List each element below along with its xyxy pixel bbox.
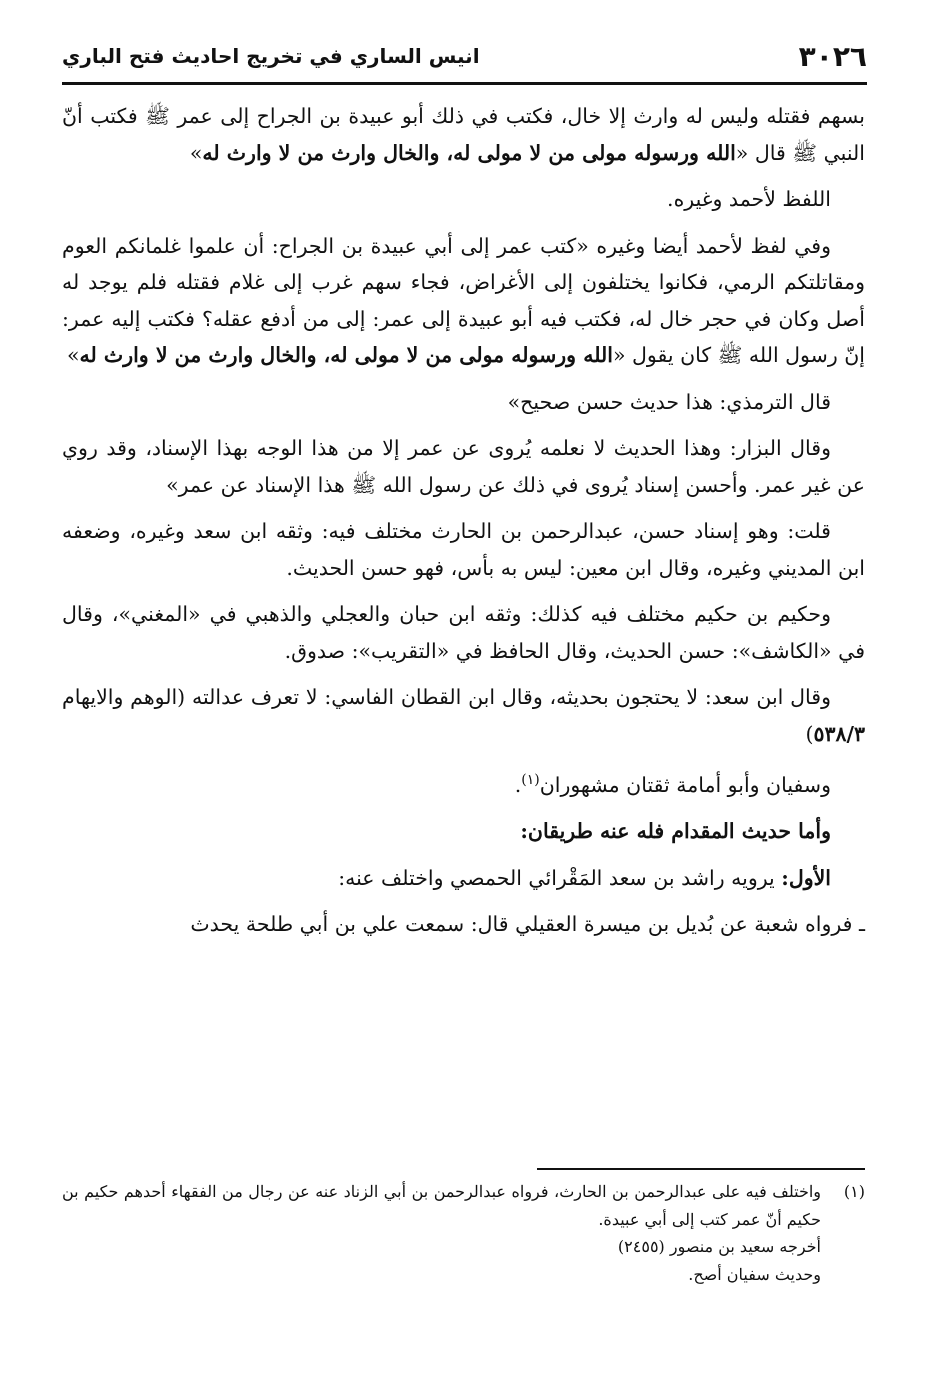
page-number: ٣٠٢٦	[798, 40, 867, 73]
footnote-number: (١)	[843, 1182, 865, 1201]
paragraph-3	[62, 228, 865, 374]
paragraph-9-text: وسفيان وأبو أمامة ثقتان مشهوران	[539, 772, 831, 797]
quote-close-2: »	[66, 343, 80, 367]
footnote-body	[62, 1178, 821, 1288]
quote-close-1: »	[189, 140, 203, 165]
footnote-line: أخرجه سعيد بن منصور (٢٤٥٥)	[617, 1237, 821, 1256]
header-rule	[62, 82, 867, 85]
first-route-label: الأول:	[781, 865, 831, 890]
paragraph-8-text: وقال ابن سعد: لا يحتجون بحديثه، وقال ابن القطان الفاسي: لا تعرف عدالته (الوهم والايهام	[62, 685, 831, 709]
reference-volume-page: ٥٣٨/٣	[813, 721, 865, 746]
reference-close: )	[805, 721, 814, 746]
section-heading: وأما حديث المقدام فله عنه طريقان:	[520, 819, 831, 844]
running-title: انيس الساري في تخريج احاديث فتح الباري	[62, 44, 480, 68]
hadith-quote-2: الله ورسوله مولى من لا مولى له، والخال وارث من لا وارث له	[79, 343, 613, 367]
footnote-marker[interactable]: (١)	[521, 772, 540, 788]
paragraph-9	[62, 762, 865, 803]
paragraph-3-text: وفي لفظ لأحمد أيضا وغيره «كتب عمر إلى أبي عبيدة بن الجراح: أن علموا غلمانكم العوم ومقاتلتكم الرمي، فكانوا يختلفون إلى الأغراض، فجاء سهم غرب إلى غلام فقتله فلم يوجد له أصل وكان في حجر خال له، فكتب فيه أبو عبيدة إلى عمر: إلى من أدفع عقله؟ فكتب إليه عمر: إنّ رسول الله ﷺ كان يقول «	[62, 233, 865, 367]
paragraph-1	[62, 98, 865, 171]
footnotes	[62, 1178, 865, 1288]
main-text	[62, 98, 865, 953]
paragraph-12: ـ فرواه شعبة عن بُديل بن ميسرة العقيلي قال: سمعت علي بن أبي طلحة يحدث	[190, 912, 865, 937]
paragraph-7: وحكيم بن حكيم مختلف فيه كذلك: وثقه ابن حبان والعجلي والذهبي في «المغني»، وقال في «الكاشف»: حسن الحديث، وقال الحافظ في «التقريب»: صدوق.	[62, 602, 865, 663]
paragraph-11	[62, 860, 865, 897]
paragraph-4: قال الترمذي: هذا حديث حسن صحيح»	[507, 389, 831, 414]
paragraph-11-text: يرويه راشد بن سعد المَقْرائي الحمصي واختلف عنه:	[338, 865, 782, 890]
hadith-quote-1: الله ورسوله مولى من لا مولى له، والخال وارث من لا وارث له	[202, 140, 736, 165]
paragraph-8	[62, 679, 865, 752]
paragraph-2: اللفظ لأحمد وغيره.	[667, 187, 831, 211]
paragraph-6: قلت: وهو إسناد حسن، عبدالرحمن بن الحارث مختلف فيه: وثقه ابن سعد وغيره، وضعفه ابن المديني وغيره، وقال ابن معين: ليس به بأس، فهو حسن الحديث.	[62, 519, 865, 580]
page-header	[62, 40, 867, 78]
footnote-separator	[537, 1168, 865, 1170]
paragraph-1-text: بسهم فقتله وليس له وارث إلا خال، فكتب في ذلك أبو عبيدة بن الجراح إلى عمر ﷺ فكتب أنّ النبي ﷺ قال «	[62, 104, 865, 165]
footnote-line: وحديث سفيان أصح.	[688, 1264, 821, 1284]
paragraph-9-end: .	[514, 772, 522, 797]
footnote-line: واختلف فيه على عبدالرحمن بن الحارث، فرواه عبدالرحمن بن أبي الزناد عنه عن رجال من الفقهاء أحدهم حكيم بن حكيم أنّ عمر كتب إلى أبي عبيدة.	[62, 1182, 821, 1229]
paragraph-5: وقال البزار: وهذا الحديث لا نعلمه يُروى عن عمر إلا من هذا الوجه بهذا الإسناد، وقد روي عن غير عمر. وأحسن إسناد يُروى في ذلك عن رسول الله ﷺ هذا الإسناد عن عمر»	[62, 436, 865, 497]
footnote-1	[62, 1178, 865, 1288]
